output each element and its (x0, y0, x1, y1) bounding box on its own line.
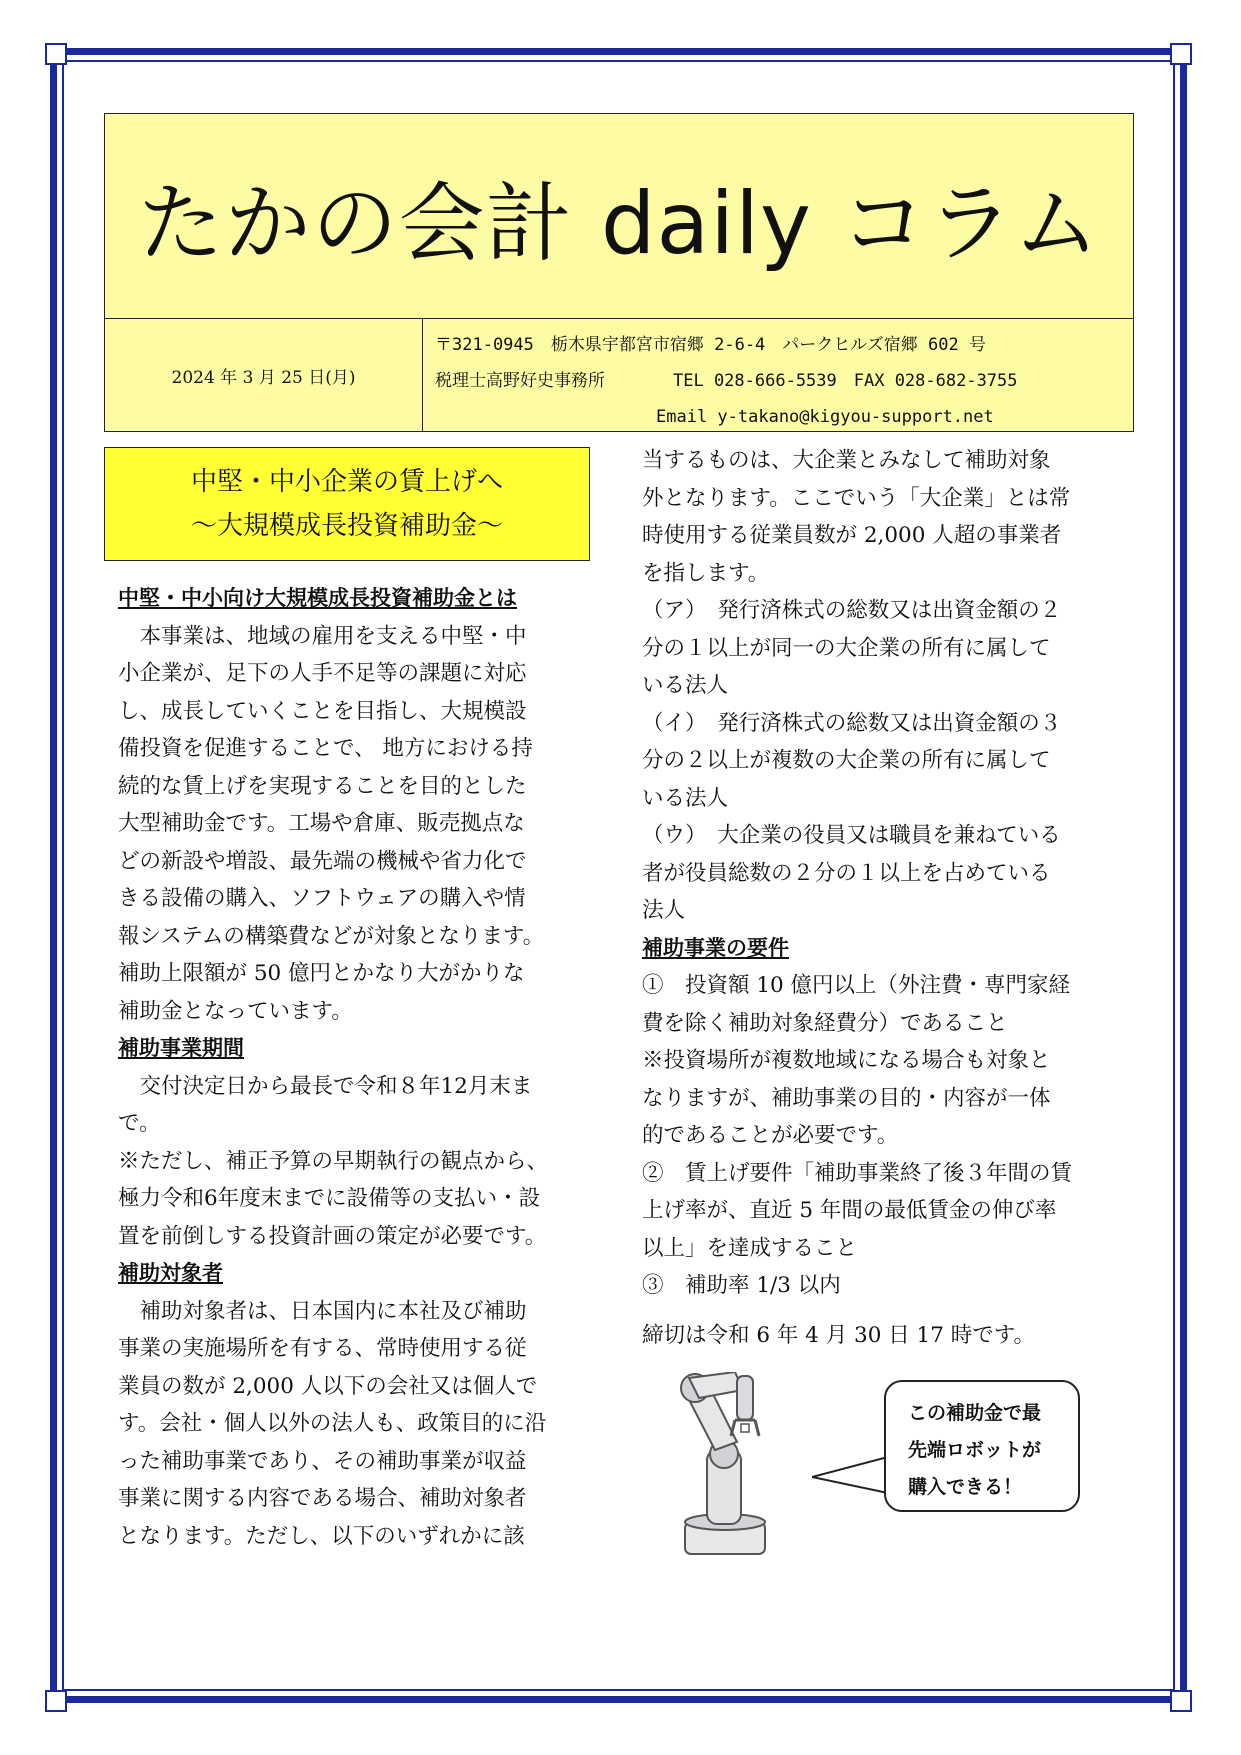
office-address: 〒321-0945 栃木県宇都宮市宿郷 2-6-4 パークヒルズ宿郷 602 号 (435, 335, 986, 355)
body-line: 費を除く補助対象経費分）であること (642, 1010, 1008, 1036)
body-line: 補助上限額が 50 億円とかなり大がかりな (118, 961, 525, 986)
office-contact (435, 327, 1018, 435)
section-heading: 補助対象者 (118, 1261, 223, 1285)
body-line: 業員の数が 2,000 人以下の会社又は個人で (118, 1373, 538, 1399)
body-line: 分の２以上が複数の大企業の所有に属して (642, 748, 1051, 773)
body-line: す。会社・個人以外の法人も、政策目的に沿 (118, 1411, 547, 1436)
body-line: 小企業が、足下の人手不足等の課題に対応 (118, 661, 527, 686)
body-line: 補助金となっています。 (118, 998, 353, 1024)
body-line: 事業に関する内容である場合、補助対象者 (118, 1486, 527, 1511)
body-line: 者が役員総数の２分の１以上を占めている (642, 860, 1051, 886)
header-box (104, 113, 1134, 432)
body-line: （イ） 発行済株式の総数又は出資金額の３ (642, 710, 1062, 736)
body-line: 報システムの構築費などが対象となります。 (118, 923, 545, 949)
body-line: きる設備の購入、ソフトウェアの購入や情 (118, 886, 526, 911)
body-line: ② 賃上げ要件「補助事業終了後３年間の賃 (642, 1160, 1073, 1186)
frame-corner-top-left (45, 43, 67, 65)
body-line: 分の１以上が同一の大企業の所有に属して (642, 635, 1051, 661)
body-line: を指します。 (642, 560, 770, 586)
speech-bubble (884, 1380, 1080, 1512)
office-name-phone: 税理士高野好史事務所 TEL 028-666-5539 FAX 028-682-3755 (435, 371, 1018, 391)
body-line: 交付決定日から最長で令和８年12月末ま (118, 1073, 533, 1099)
right-column (642, 442, 1134, 1354)
body-line: ※ただし、補正予算の早期執行の観点から、 (118, 1148, 549, 1174)
section-heading: 中堅・中小向け大規模成長投資補助金とは (118, 586, 517, 610)
issue-date: 2024 年 3 月 25 日(月) (105, 319, 423, 432)
body-line: （ウ） 大企業の役員又は職員を兼ねている (642, 823, 1061, 848)
body-line: 時使用する従業員数が 2,000 人超の事業者 (642, 523, 1062, 548)
body-line: 上げ率が、直近 5 年間の最低賃金の伸び率 (642, 1198, 1057, 1223)
article-headline (104, 447, 590, 561)
robot-arm-icon (665, 1372, 825, 1557)
headline-line-2: ～大規模成長投資補助金～ (190, 511, 503, 541)
frame-corner-top-right (1170, 43, 1192, 65)
body-line: 外となります。ここでいう「大企業」とは常 (642, 485, 1071, 511)
body-line: った補助事業であり、その補助事業が収益 (118, 1448, 527, 1474)
body-line: 置を前倒しする投資計画の策定が必要です。 (118, 1223, 547, 1249)
body-line: ① 投資額 10 億円以上（外注費・専門家経 (642, 973, 1071, 998)
body-line: どの新設や増設、最先端の機械や省力化で (118, 848, 527, 874)
body-line: ③ 補助率 1/3 以内 (642, 1273, 841, 1298)
section-heading: 補助事業期間 (118, 1036, 244, 1060)
body-line: 締切は令和 6 年 4 月 30 日 17 時です。 (642, 1322, 1036, 1348)
bubble-line-2: 先端ロボットが (908, 1439, 1042, 1461)
frame-corner-bottom-right (1170, 1690, 1192, 1712)
body-line: いる法人 (642, 673, 729, 698)
body-line: で。 (118, 1111, 161, 1136)
body-line: し、成長していくことを目指し、大規模設 (118, 698, 527, 724)
body-line: （ア） 発行済株式の総数又は出資金額の２ (642, 598, 1062, 623)
bubble-line-3: 購入できる！ (908, 1476, 1023, 1498)
body-line: 本事業は、地域の雇用を支える中堅・中 (118, 623, 527, 649)
office-email: Email y-takano@kigyou-support.net (435, 407, 994, 427)
header-info-row (105, 318, 1133, 432)
body-line: 続的な賃上げを実現することを目的とした (118, 773, 527, 799)
body-line: 極力令和6年度末までに設備等の支払い・設 (118, 1186, 541, 1211)
body-line: 以上」を達成すること (642, 1235, 858, 1261)
body-line: となります。ただし、以下のいずれかに該 (118, 1523, 525, 1549)
speech-bubble-tail (812, 1455, 888, 1495)
left-column (118, 580, 602, 1555)
body-line: 事業の実施場所を有する、常時使用する従 (118, 1336, 527, 1361)
body-line: いる法人 (642, 785, 729, 811)
body-line: 当するものは、大企業とみなして補助対象 (642, 448, 1051, 473)
frame-corner-bottom-left (45, 1690, 67, 1712)
body-line: 補助対象者は、日本国内に本社及び補助 (118, 1298, 527, 1324)
body-line: 備投資を促進することで、 地方における持 (118, 736, 533, 761)
body-line: なりますが、補助事業の目的・内容が一体 (642, 1085, 1051, 1111)
page-title: たかの会計 daily コラム (137, 174, 1101, 274)
bubble-line-1: この補助金で最 (908, 1402, 1042, 1424)
body-line: ※投資場所が複数地域になる場合も対象と (642, 1048, 1051, 1073)
body-line: 法人 (642, 898, 686, 923)
paragraph-gap (642, 1305, 1134, 1317)
body-line: 的であることが必要です。 (642, 1123, 899, 1148)
headline-line-1: 中堅・中小企業の賃上げへ (190, 467, 503, 497)
section-heading: 補助事業の要件 (642, 935, 789, 960)
body-line: 大型補助金です。工場や倉庫、販売拠点な (118, 811, 525, 836)
